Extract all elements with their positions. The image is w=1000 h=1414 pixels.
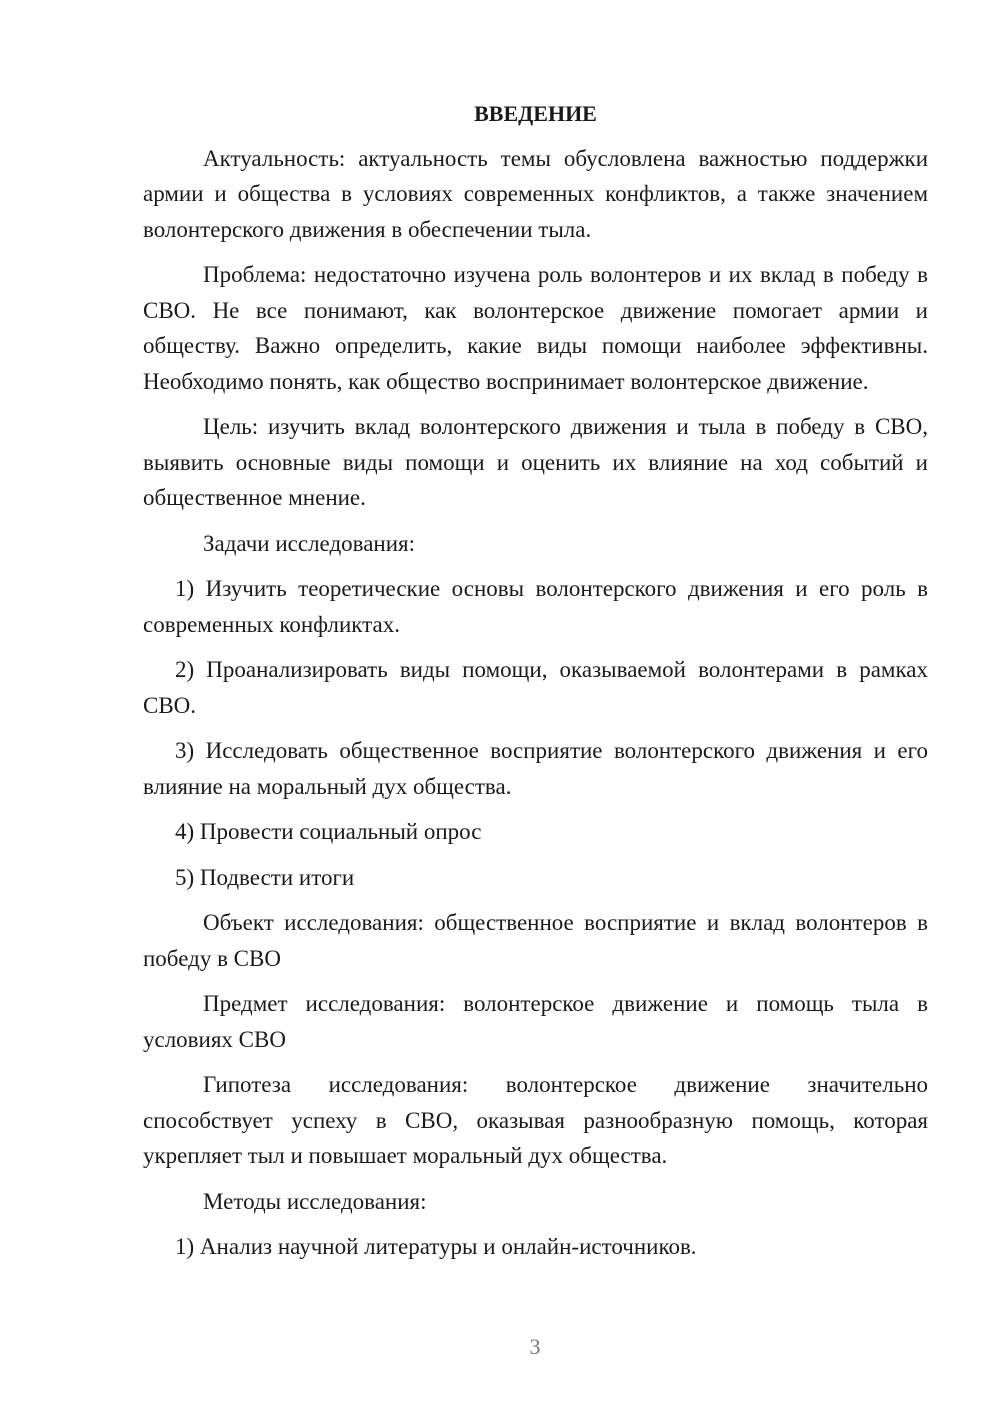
task-item: 2) Проанализировать виды помощи, оказываемой волонтерами в рамках СВО. — [143, 657, 928, 718]
paragraph-object: Объект исследования: общественное восприятие и вклад волонтеров в победу в СВО — [143, 910, 928, 971]
paragraph-problem: Проблема: недостаточно изучена роль волонтеров и их вклад в победу в СВО. Не все понимают, как волонтерское движение помогает армии и обществу. Важно определить, какие виды помощи наиболее эффективны. Необходимо понять, как общество воспринимает волонтерское движение. — [143, 262, 928, 394]
paragraph-tasks-heading: Задачи исследования: — [203, 530, 416, 556]
page-number: 3 — [529, 1334, 541, 1359]
paragraph-subject: Предмет исследования: волонтерское движение и помощь тыла в условиях СВО — [143, 991, 928, 1052]
section-heading: ВВЕДЕНИЕ — [474, 101, 597, 126]
task-item: 3) Исследовать общественное восприятие волонтерского движения и его влияние на моральный дух общества. — [143, 738, 928, 799]
task-item: 5) Подвести итоги — [175, 864, 355, 890]
paragraph-methods-heading: Методы исследования: — [203, 1188, 427, 1214]
paragraph-hypothesis: Гипотеза исследования: волонтерское движение значительно способствует успеху в СВО, оказывая разнообразную помощь, которая укрепляет тыл и повышает моральный дух общества. — [143, 1072, 928, 1168]
method-item: 1) Анализ научной литературы и онлайн-источников. — [175, 1234, 697, 1259]
page-content — [143, 96, 928, 1275]
paragraph-relevance: Актуальность: актуальность темы обусловлена важностью поддержки армии и общества в условиях современных конфликтов, а также значением волонтерского движения в обеспечении тыла. — [143, 145, 928, 242]
task-item: 4) Провести социальный опрос — [175, 819, 482, 844]
task-item: 1) Изучить теоретические основы волонтерского движения и его роль в современных конфликтах. — [143, 576, 928, 637]
paragraph-goal: Цель: изучить вклад волонтерского движения и тыла в победу в СВО, выявить основные виды помощи и оценить их влияние на ход событий и общественное мнение. — [143, 414, 928, 510]
